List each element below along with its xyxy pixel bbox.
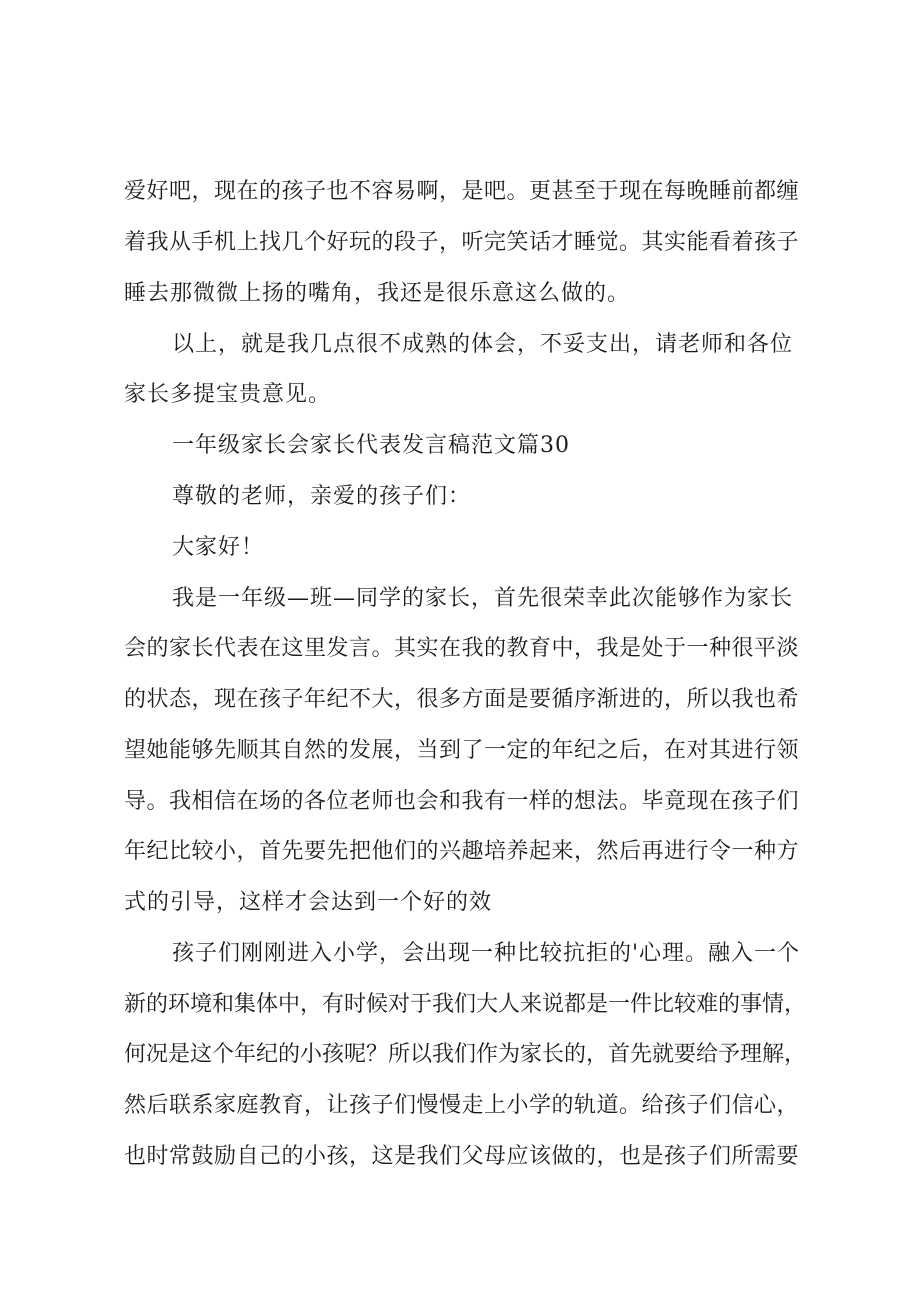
text-line: 望她能够先顺其自然的发展，当到了一定的年纪之后，在对其进行领 (124, 738, 800, 763)
salutation: 尊敬的老师，亲爱的孩子们： (172, 484, 472, 509)
text-line: 着我从手机上找几个好玩的段子，听完笑话才睡觉。其实能看着孩子 (124, 230, 800, 255)
text-line: 以上，就是我几点很不成熟的体会，不妥支出，请老师和各位 (172, 332, 794, 357)
text-line: 的状态，现在孩子年纪不大，很多方面是要循序渐进的，所以我也希 (124, 687, 800, 712)
text-line: 然后联系家庭教育，让孩子们慢慢走上小学的轨道。给孩子们信心， (124, 1093, 800, 1118)
text-line: 我是一年级—班—同学的家长，首先很荣幸此次能够作为家长 (172, 586, 794, 611)
text-line: 孩子们刚刚进入小学，会出现一种比较抗拒的'心理。融入一个 (172, 941, 801, 966)
text-line: 新的环境和集体中，有时候对于我们大人来说都是一件比较难的事情， (124, 992, 807, 1017)
text-line: 何况是这个年纪的小孩呢？所以我们作为家长的，首先就要给予理解， (124, 1042, 807, 1067)
text-line: 会的家长代表在这里发言。其实在我的教育中，我是处于一种很平淡 (124, 636, 800, 661)
text-line: 导。我相信在场的各位老师也会和我有一样的想法。毕竟现在孩子们 (124, 789, 800, 814)
section-heading: 一年级家长会家长代表发言稿范文篇30 (172, 433, 570, 458)
greeting: 大家好！ (172, 535, 265, 560)
text-line: 爱好吧，现在的孩子也不容易啊，是吧。更甚至于现在每晚睡前都缠 (124, 179, 800, 204)
text-line: 睡去那微微上扬的嘴角，我还是很乐意这么做的。 (124, 281, 631, 306)
text-line: 年纪比较小，首先要先把他们的兴趣培养起来，然后再进行令一种方 (124, 839, 800, 864)
text-line: 式的引导，这样才会达到一个好的效 (124, 890, 493, 915)
text-line: 也时常鼓励自己的小孩，这是我们父母应该做的，也是孩子们所需要 (124, 1144, 800, 1169)
text-line: 家长多提宝贵意见。 (124, 382, 332, 407)
